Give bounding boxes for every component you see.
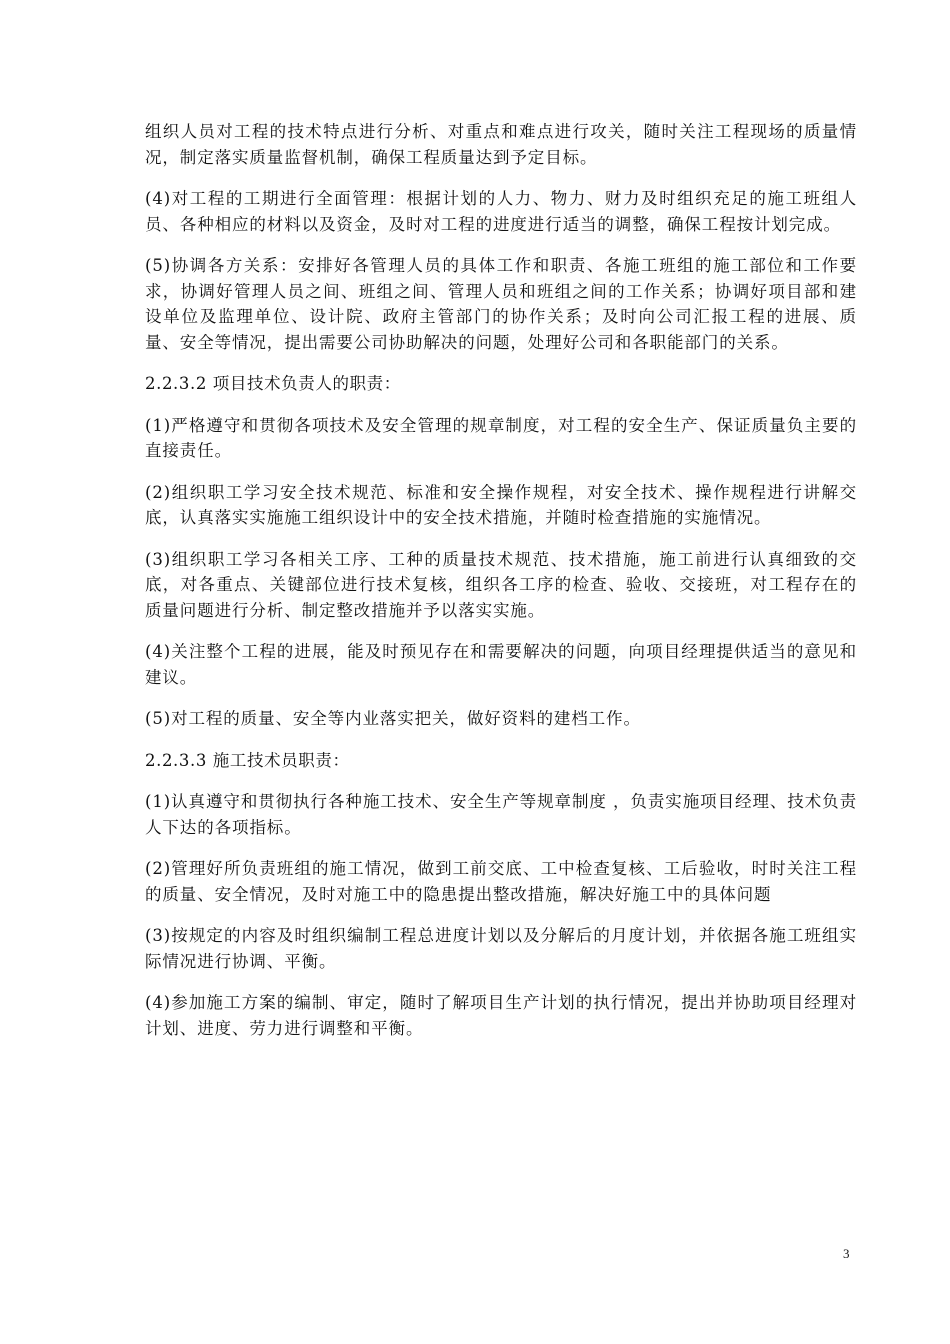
paragraph-tech-lead-duty-3: (3)组织职工学习各相关工序、工种的质量技术规范、技术措施，施工前进行认真细致的交底，对各重点、关键部位进行技术复核，组织各工序的检查、验收、交接班，对工程存在的质量问题进行分析、制定整改措施并予以落实实施。 [145,549,857,620]
paragraph-tech-lead-duty-5: (5)对工程的质量、安全等内业落实把关，做好资料的建档工作。 [145,709,641,728]
paragraph-quality-control: 组织人员对工程的技术特点进行分析、对重点和难点进行攻关，随时关注工程现场的质量情况，制定落实质量监督机制，确保工程质量达到予定目标。 [145,122,857,167]
paragraph-technician-duty-3: (3)按规定的内容及时组织编制工程总进度计划以及分解后的月度计划，并依据各施工班组实际情况进行协调、平衡。 [145,926,857,971]
paragraph-technician-duty-4: (4)参加施工方案的编制、审定，随时了解项目生产计划的执行情况，提出并协助项目经理对计划、进度、劳力进行调整和平衡。 [145,993,857,1038]
paragraph-tech-lead-duty-1: (1)严格遵守和贯彻各项技术及安全管理的规章制度，对工程的安全生产、保证质量负主要的直接责任。 [145,415,857,460]
section-heading-technical-lead: 2.2.3.2 项目技术负责人的职责： [145,374,401,393]
paragraph-tech-lead-duty-4: (4)关注整个工程的进展，能及时预见存在和需要解决的问题，向项目经理提供适当的意见和建议。 [145,642,857,687]
paragraph-technician-duty-2: (2)管理好所负责班组的施工情况，做到工前交底、工中检查复核、工后验收，时时关注工程的质量、安全情况，及时对施工中的隐患提出整改措施，解决好施工中的具体问题 [145,859,857,904]
paragraph-tech-lead-duty-2: (2)组织职工学习安全技术规范、标准和安全操作规程，对安全技术、操作规程进行讲解交底，认真落实实施施工组织设计中的安全技术措施，并随时检查措施的实施情况。 [145,482,857,527]
page-body [145,119,857,1057]
section-heading-technician: 2.2.3.3 施工技术员职责： [145,750,350,770]
page-number: 3 [843,1246,850,1261]
paragraph-coordination: (5)协调各方关系：安排好各管理人员的具体工作和职责、各施工班组的施工部位和工作要求，协调好管理人员之间、班组之间、管理人员和班组之间的工作关系；协调好项目部和建设单位及监理单位、设计院、政府主管部门的协作关系；及时向公司汇报工程的进展、质量、安全等情况，提出需要公司协助解决的问题，处理好公司和各职能部门的关系。 [145,256,857,352]
paragraph-technician-duty-1: (1)认真遵守和贯彻执行各种施工技术、安全生产等规章制度 ，负责实施项目经理、技术负责人下达的各项指标。 [145,792,857,837]
paragraph-schedule-management: (4)对工程的工期进行全面管理：根据计划的人力、物力、财力及时组织充足的施工班组人员、各种相应的材料以及资金，及时对工程的进度进行适当的调整，确保工程按计划完成。 [145,189,857,234]
